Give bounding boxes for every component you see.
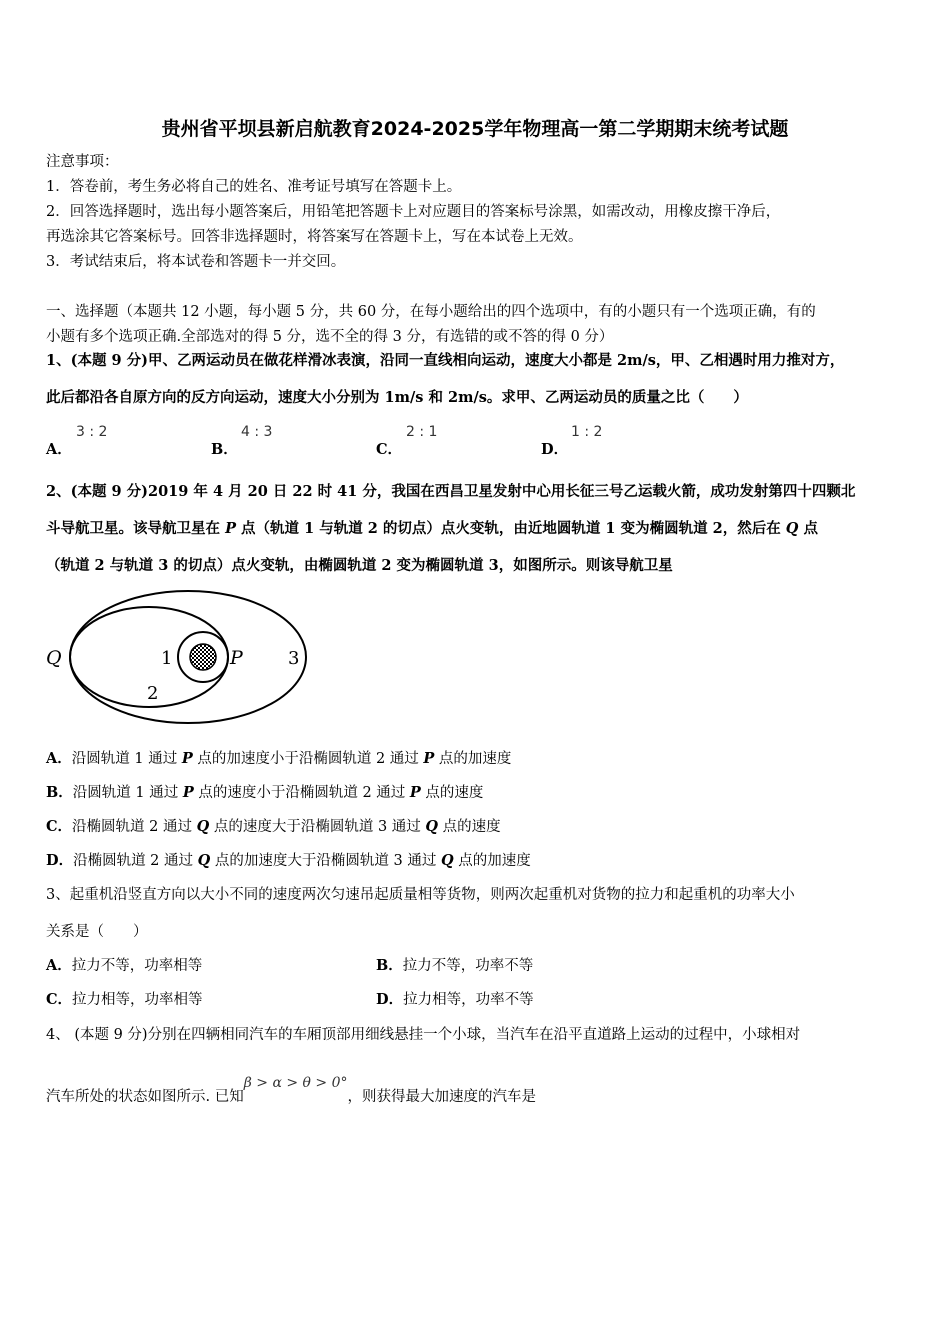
earth-icon [190, 644, 216, 670]
option-value: 4 : 3 [241, 424, 273, 440]
option-value: 2 : 1 [406, 424, 438, 440]
option-text: 拉力不等，功率相等 [71, 958, 203, 974]
option-letter: B． [211, 441, 238, 458]
option-letter: D． [46, 852, 74, 869]
q3-option-c[interactable] [46, 991, 203, 1009]
label-orbit-3: 3 [288, 648, 300, 669]
q2-line-3: （轨道 2 与轨道 3 的切点）点火变轨，由椭圆轨道 2 变为椭圆轨道 3，如图所示。则该导航卫星 [46, 557, 673, 574]
q2-line-1: 2、(本题 9 分)2019 年 4 月 20 日 22 时 41 分，我国在西昌卫星发射中心用长征三号乙运载火箭，成功发射第四十四颗北 [46, 483, 856, 500]
var: P [181, 750, 193, 767]
section-line-2: 小题有多个选项正确.全部选对的得 5 分，选不全的得 3 分，有选错的或不答的得 0 分） [46, 329, 614, 345]
option-text: 拉力相等，功率不等 [403, 992, 534, 1008]
option-letter: D． [541, 441, 569, 458]
text: 斗导航卫星。该导航卫星在 [46, 520, 226, 537]
option-value: 3 : 2 [76, 424, 108, 440]
q3-line-1: 3、起重机沿竖直方向以大小不同的速度两次匀速吊起质量相等货物，则两次起重机对货物的拉力和起重机的功率大小 [46, 887, 795, 903]
label-orbit-2: 2 [147, 683, 159, 704]
notice-heading: 注意事项： [46, 154, 119, 170]
orbit-3 [70, 591, 306, 723]
orbit-diagram [40, 585, 320, 730]
q1-line-2: 此后都沿各自原方向的反方向运动，速度大小分别为 1m/s 和 2m/s。求甲、乙两运动员的质量之比（ ） [46, 389, 748, 406]
text: 点的加速度 [434, 751, 512, 767]
option-letter: A． [46, 957, 72, 974]
q4-line-1: 4、 (本题 9 分)分别在四辆相同汽车的车厢顶部用细线悬挂一个小球，当汽车在沿平直道路上运动的过程中，小球相对 [46, 1027, 801, 1043]
var: P [182, 784, 194, 801]
text: 点的速度 [420, 785, 484, 801]
q3-option-b[interactable] [376, 957, 533, 975]
text: 点的加速度 [453, 853, 531, 869]
page-title: 贵州省平坝县新启航教育2024-2025学年物理高一第二学期期末统考试题 [161, 118, 789, 140]
q2-option-a[interactable] [46, 750, 511, 768]
q3-line-2: 关系是（ ） [46, 924, 148, 940]
option-letter: A． [46, 441, 72, 458]
q4-line-2 [46, 1075, 536, 1106]
q2-option-b[interactable] [46, 784, 483, 802]
notice-line-2a: 2．回答选择题时，选出每小题答案后，用铅笔把答题卡上对应题目的答案标号涂黑，如需改动，用橡皮擦干净后， [46, 204, 781, 220]
text: 沿椭圆轨道 2 通过 [73, 853, 198, 869]
text: 沿圆轨道 1 通过 [72, 785, 183, 801]
q1-line-1: 1、(本题 9 分)甲、乙两运动员在做花样滑冰表演，沿同一直线相向运动，速度大小都是 2m/s，甲、乙相遇时用力推对方， [46, 352, 845, 369]
text: ，则获得最大加速度的汽车是 [347, 1089, 536, 1105]
q3-option-a[interactable] [46, 957, 202, 975]
q2-option-c[interactable] [46, 818, 501, 836]
notice-line-2b: 再选涂其它答案标号。回答非选择题时，将答案写在答题卡上，写在本试卷上无效。 [46, 229, 583, 245]
var: Q [196, 818, 210, 835]
var: P [409, 784, 421, 801]
math-inequality: β > α > θ > 0° [243, 1075, 348, 1091]
text: 点的加速度小于沿椭圆轨道 2 通过 [192, 751, 424, 767]
var: Q [197, 852, 211, 869]
text: 点的加速度大于沿椭圆轨道 3 通过 [210, 853, 441, 869]
label-p: P [230, 647, 243, 669]
option-letter: C． [46, 818, 73, 835]
text: 点的速度小于沿椭圆轨道 2 通过 [193, 785, 410, 801]
option-text: 拉力相等，功率相等 [72, 992, 203, 1008]
var: Q [425, 818, 439, 835]
text: 点（轨道 1 与轨道 2 的切点）点火变轨，由近地圆轨道 1 变为椭圆轨道 2，然后在 [235, 520, 786, 537]
var-q: Q [785, 520, 799, 537]
text: 点的速度大于沿椭圆轨道 3 通过 [209, 819, 426, 835]
text: 沿圆轨道 1 通过 [71, 751, 182, 767]
section-line-1: 一、选择题（本题共 12 小题，每小题 5 分，共 60 分，在每小题给出的四个选项中，有的小题只有一个选项正确，有的 [46, 304, 816, 320]
option-letter: C． [376, 441, 403, 458]
option-value: 1 : 2 [571, 424, 603, 440]
notice-line-3: 3．考试结束后，将本试卷和答题卡一并交回。 [46, 254, 346, 270]
option-letter: B． [46, 784, 73, 801]
text: 点 [798, 520, 818, 537]
option-letter: A． [46, 750, 72, 767]
option-letter: B． [376, 957, 403, 974]
q2-option-d[interactable] [46, 852, 531, 870]
var-p: P [225, 520, 236, 537]
label-orbit-1: 1 [161, 648, 173, 669]
q2-line-2 [46, 520, 818, 538]
option-text: 拉力不等，功率不等 [402, 958, 534, 974]
option-letter: D． [376, 991, 404, 1008]
text: 点的速度 [438, 819, 501, 835]
q3-option-d[interactable] [376, 991, 534, 1009]
var: P [423, 750, 435, 767]
var: Q [440, 852, 454, 869]
notice-line-1: 1．答卷前，考生务必将自己的姓名、准考证号填写在答题卡上。 [46, 179, 462, 195]
text: 汽车所处的状态如图所示. 已知 [46, 1089, 244, 1105]
text: 沿椭圆轨道 2 通过 [72, 819, 197, 835]
label-q: Q [46, 647, 62, 669]
option-letter: C． [46, 991, 73, 1008]
